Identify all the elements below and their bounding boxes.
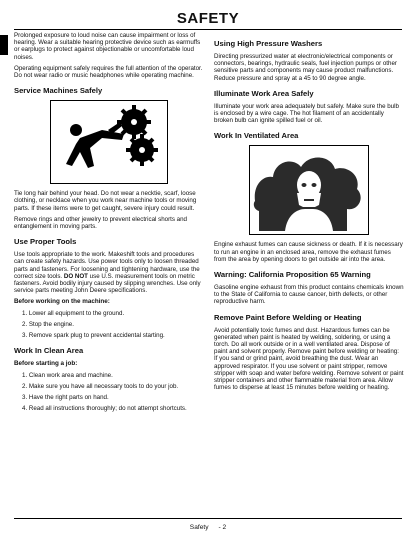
footer-section-name: Safety [189,524,209,531]
tools-paragraph [14,251,204,294]
before-working-steps [14,310,204,340]
tools-do-not-emphasis: DO NOT [63,272,88,280]
pressure-washers-paragraph: Directing pressurized water at electronic/electrical components or connectors, bearings, hydraulic seals, fuel injection pumps or other sensitive parts and components may cause product malfunctions. Reduce pressure and spray at a 45 to 90 degree angle. [214,53,397,82]
heading-service-machines: Service Machines Safely [14,86,103,96]
heading-before-starting: Before starting a job: [14,360,78,368]
heading-prop65: Warning: California Proposition 65 Warning [214,270,371,280]
tools-text-b: use U.S. measurement tools on metric fasteners. Avoid bodily injury caused by slipping wrenches. Use only service parts meeting John Deere specifications. [14,272,201,295]
tools-text-a: Use tools appropriate to the work. Makeshift tools and procedures can create safety hazards. Use power tools only to loosen threaded parts and fasteners. For loosening and tightening hardware, use the correct size tools. [14,251,200,280]
section-tab-marker [0,35,8,55]
page-footer [0,524,416,531]
list-item: 3. Remove spark plug to prevent accidental starting. [22,332,165,340]
footer-page-number: - 2 [218,524,227,531]
prop65-paragraph: Gasoline engine exhaust from this product contains chemicals known to the State of California to cause cancer, birth defects, or other reproductive harm. [214,284,404,306]
list-item: 1. Clean work area and machine. [22,371,113,379]
list-item: 4. Read all instructions thoroughly; do not attempt shortcuts. [22,405,187,413]
right-column [214,32,404,395]
service-paragraph-jewelry: Remove rings and other jewelry to prevent electrical shorts and entanglement in moving parts. [14,215,187,231]
footer-rule [14,518,402,519]
heading-remove-paint: Remove Paint Before Welding or Heating [214,312,362,322]
intro-paragraph-attention: Operating equipment safely requires the full attention of the operator. Do not wear radio or music headphones while operating machine. [14,64,203,80]
heading-ventilated-area: Work In Ventilated Area [214,131,299,141]
heading-before-working: Before working on the machine: [14,298,110,306]
before-starting-steps [14,372,204,413]
list-item: 1. Lower all equipment to the ground. [22,309,125,317]
heading-proper-tools: Use Proper Tools [14,237,77,247]
entanglement-icon [50,100,168,184]
intro-paragraph-hearing: Prolonged exposure to loud noise can cause impairment or loss of hearing. Wear a suitable hearing protective device such as earmuffs or earplugs to protect against objectionable or uncomfortable loud noises. [14,32,201,61]
exhaust-fumes-illustration [214,145,404,235]
list-item: 2. Stop the engine. [22,321,74,329]
heading-clean-area: Work In Clean Area [14,346,84,356]
title-rule [14,29,402,30]
left-column [14,32,204,417]
page-title: SAFETY [176,10,240,27]
toxic-fumes-icon [249,145,369,235]
service-paragraph-hair: Tie long hair behind your head. Do not wear a necktie, scarf, loose clothing, or necklace when you work near machine tools or moving parts. If these items were to get caught, severe injury could result. [14,190,197,212]
heading-illuminate: Illuminate Work Area Safely [214,88,314,98]
ventilated-paragraph: Engine exhaust fumes can cause sickness or death. If it is necessary to run an engine in an enclosed area, remove the exhaust fumes from the area by opening doors to get outside air into the area. [214,241,403,263]
illuminate-paragraph: Illuminate your work area adequately but safely. Make sure the bulb is enclosed by a wire cage. The hot filament of an accidentally broken bulb can ignite spilled fuel or oil. [214,102,399,125]
heading-pressure-washers: Using High Pressure Washers [214,39,323,48]
remove-paint-paragraph: Avoid potentially toxic fumes and dust. Hazardous fumes can be generated when paint is heated by welding, soldering, or using a torch. Do all work outside or in a well ventilated area. Dispose of paint and solvent properly. Remove paint before welding or heating: If you sand or grind paint, avoid breathing the dust. Wear an approved respirator. If you use solvent or paint stripper, remove stripper with soap and water before welding. Remove solvent or paint stripper containers and other flammable material from area. Allow fumes to disperse at least 15 minutes before welding or heating. [214,326,404,392]
list-item: 2. Make sure you have all necessary tools to do your job. [22,383,179,391]
entanglement-warning-illustration [14,100,204,184]
list-item: 3. Have the right parts on hand. [22,394,109,402]
